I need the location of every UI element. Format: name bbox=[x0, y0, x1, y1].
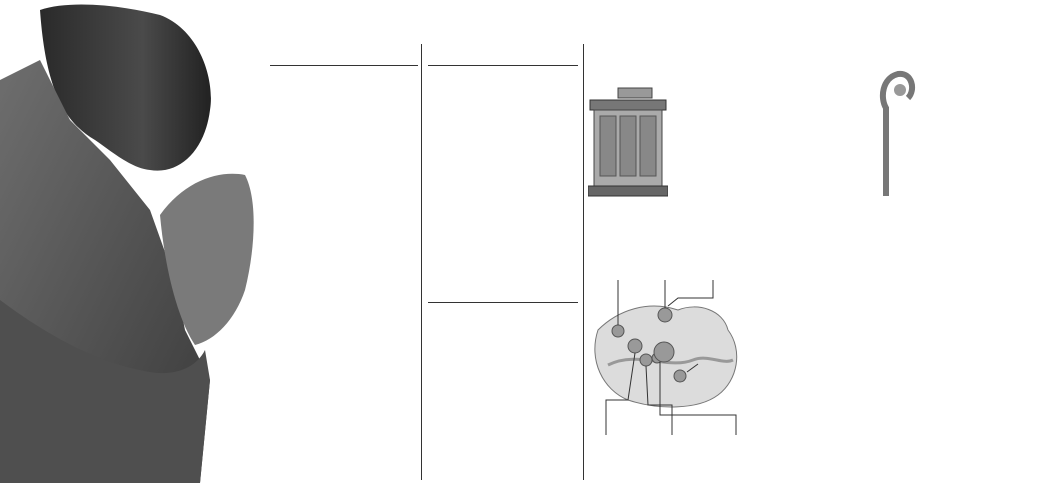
london-map bbox=[588, 240, 758, 440]
bubble-city-large bbox=[654, 342, 674, 362]
divider bbox=[583, 44, 584, 480]
praying-man-photo bbox=[0, 0, 265, 483]
rule bbox=[428, 302, 578, 303]
pulpit-illustration bbox=[588, 86, 668, 198]
uk-dot-map bbox=[775, 252, 925, 477]
bubble-brent bbox=[658, 308, 672, 322]
crozier-illustration bbox=[870, 68, 920, 198]
rule bbox=[428, 65, 578, 66]
rule bbox=[270, 65, 418, 66]
divider bbox=[421, 44, 422, 480]
bubble-lewisham bbox=[674, 370, 686, 382]
bubble-westminster bbox=[640, 354, 652, 366]
bubble-enfield bbox=[628, 339, 642, 353]
bubble-harrow bbox=[612, 325, 624, 337]
